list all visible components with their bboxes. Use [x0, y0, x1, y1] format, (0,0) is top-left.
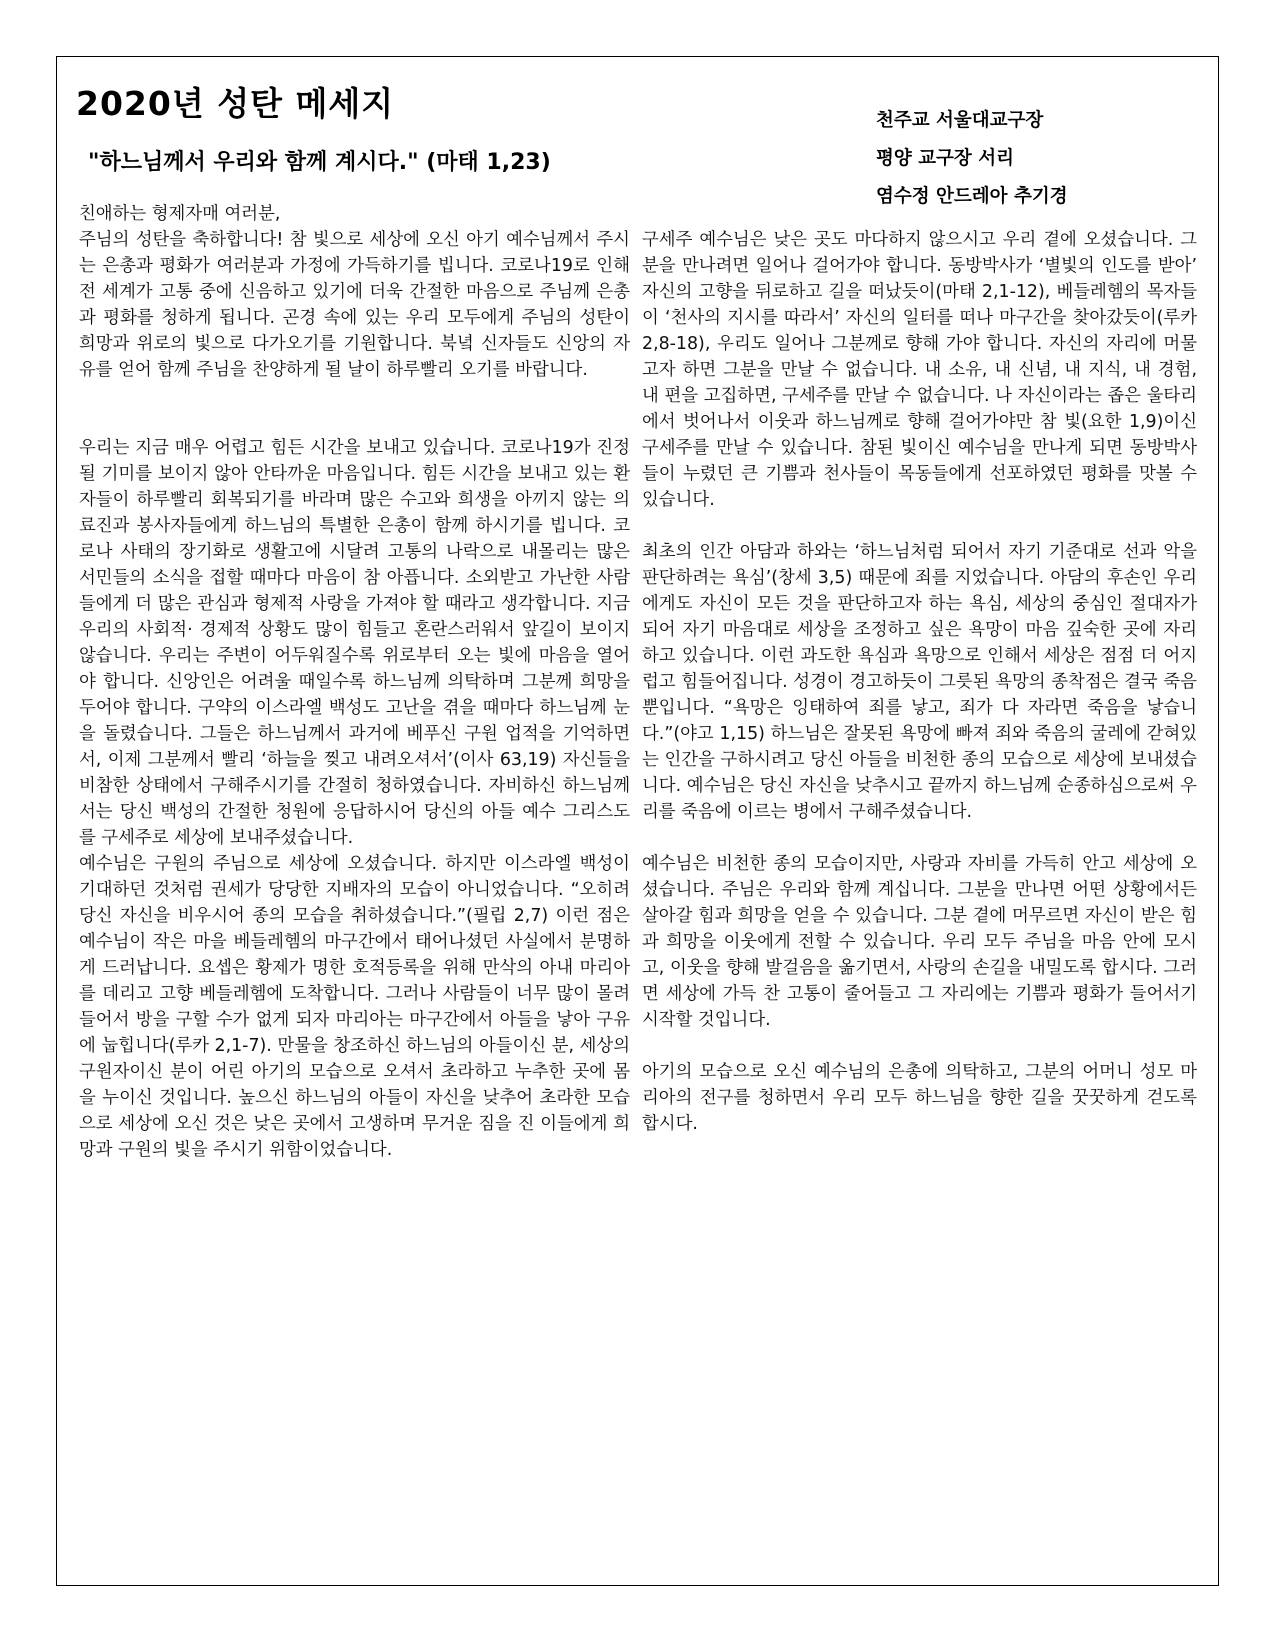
paragraph: 아기의 모습으로 오신 예수님의 은총에 의탁하고, 그분의 어머니 성모 마리아의 전구를 청하면서 우리 모두 하느님을 향한 길을 꿋꿋하게 걷도록 합시다.	[642, 1062, 1197, 1134]
paragraph-gap	[79, 409, 630, 435]
paragraph: 최초의 인간 아담과 하와는 ‘하느님처럼 되어서 자기 기준대로 선과 악을 판단하려는 욕심’(창세 3,5) 때문에 죄를 지었습니다. 아담의 후손인 우리에게도 자신이 모든 것을 판단하고자 하는 욕심, 세상의 중심인 절대자가 되어 자기 마음대로 세상을 조정하고 싶은 욕망이 마음 깊숙한 곳에 자리하고 있습니다. 이런 과도한 욕심과 욕망으로 인해서 세상은 점점 더 어지럽고 힘들어집니다. 성경이 경고하듯이 그릇된 욕망의 종착점은 결국 죽음뿐입니다. “욕망은 잉태하여 죄를 낳고, 죄가 다 자라면 죽음을 낳습니다.”(야고 1,15) 하느님은 잘못된 욕망에 빠져 죄와 죽음의 굴레에 갇혀있는 인간을 구하시려고 당신 아들을 비천한 종의 모습으로 세상에 보내셨습니다. 예수님은 당신 자신을 낮추시고 끝까지 하느님께 순종하심으로써 우리를 죽음에 이르는 병에서 구해주셨습니다.	[642, 542, 1197, 822]
sender-line-1: 천주교 서울대교구장	[876, 110, 1044, 131]
right-column	[642, 227, 1197, 1137]
paragraph-gap	[642, 1033, 1197, 1059]
sender-line-3: 염수정 안드레아 추기경	[876, 186, 1068, 207]
paragraph-gap	[79, 383, 630, 409]
left-column	[79, 201, 630, 1163]
paragraph: 구세주 예수님은 낮은 곳도 마다하지 않으시고 우리 곁에 오셨습니다. 그분을 만나려면 일어나 걸어가야 합니다. 동방박사가 ‘별빛의 인도를 받아’ 자신의 고향을 뒤로하고 길을 떠났듯이(마태 2,1-12), 베들레헴의 목자들이 ‘천사의 지시를 따라서’ 자신의 일터를 떠나 마구간을 찾아갔듯이(루카 2,8-18), 우리도 일어나 그분께로 향해 가야 합니다. 자신의 자리에 머물고자 하면 그분을 만날 수 없습니다. 내 소유, 내 신념, 내 지식, 내 경험, 내 편을 고집하면, 구세주를 만날 수 없습니다. 나 자신이라는 좁은 울타리에서 벗어나서 이웃과 하느님께로 향해 걸어가야만 참 빛(요한 1,9)이신 구세주를 만날 수 있습니다. 참된 빛이신 예수님을 만나게 되면 동방박사들이 누렸던 큰 기쁨과 천사들이 목동들에게 선포하였던 평화를 맛볼 수 있습니다.	[642, 230, 1197, 510]
paragraph: 예수님은 비천한 종의 모습이지만, 사랑과 자비를 가득히 안고 세상에 오셨습니다. 주님은 우리와 함께 계십니다. 그분을 만나면 어떤 상황에서든 살아갈 힘과 희망을 얻을 수 있습니다. 그분 곁에 머무르면 자신이 받은 힘과 희망을 이웃에게 전할 수 있습니다. 우리 모두 주님을 마음 안에 모시고, 이웃을 향해 발걸음을 옮기면서, 사랑의 손길을 내밀도록 합시다. 그러면 세상에 가득 찬 고통이 줄어들고 그 자리에는 기쁨과 평화가 들어서기 시작할 것입니다.	[642, 854, 1197, 1030]
sender-block	[876, 102, 1068, 216]
paragraph: 주님의 성탄을 축하합니다! 참 빛으로 세상에 오신 아기 예수님께서 주시는 은총과 평화가 여러분과 가정에 가득하기를 빕니다. 코로나19로 인해 전 세계가 고통 중에 신음하고 있기에 더욱 간절한 마음으로 주님께 은총과 평화를 청하게 됩니다. 곤경 속에 있는 우리 모두에게 주님의 성탄이 희망과 위로의 빛으로 다가오기를 기원합니다. 북녘 신자들도 신앙의 자유를 얻어 함께 주님을 찬양하게 될 날이 하루빨리 오기를 바랍니다.	[79, 230, 630, 380]
paragraph: 우리는 지금 매우 어렵고 힘든 시간을 보내고 있습니다. 코로나19가 진정될 기미를 보이지 않아 안타까운 마음입니다. 힘든 시간을 보내고 있는 환자들이 하루빨리 회복되기를 바라며 많은 수고와 희생을 아끼지 않는 의료진과 봉사자들에게 하느님의 특별한 은총이 함께 하시기를 빕니다. 코로나 사태의 장기화로 생활고에 시달려 고통의 나락으로 내몰리는 많은 서민들의 소식을 접할 때마다 마음이 참 아픕니다. 소외받고 가난한 사람들에게 더 많은 관심과 형제적 사랑을 가져야 할 때라고 생각합니다. 지금 우리의 사회적· 경제적 상황도 많이 힘들고 혼란스러워서 앞길이 보이지 않습니다. 우리는 주변이 어두워질수록 위로부터 오는 빛에 마음을 열어야 합니다. 신앙인은 어려울 때일수록 하느님께 의탁하며 그분께 희망을 두어야 합니다. 구약의 이스라엘 백성도 고난을 겪을 때마다 하느님께 눈을 돌렸습니다. 그들은 하느님께서 과거에 베푸신 구원 업적을 기억하면서, 이제 그분께서 빨리 ‘하늘을 찢고 내려오셔서’(이사 63,19) 자신들을 비참한 상태에서 구해주시기를 간절히 청하였습니다. 자비하신 하느님께서는 당신 백성의 간절한 청원에 응답하시어 당신의 아들 예수 그리스도를 구세주로 세상에 보내주셨습니다.	[79, 438, 630, 848]
greeting: 친애하는 형제자매 여러분,	[79, 204, 281, 224]
paragraph-gap	[642, 825, 1197, 851]
paragraph-gap	[642, 513, 1197, 539]
sender-line-2: 평양 교구장 서리	[876, 148, 1014, 169]
page-title: 2020년 성탄 메세지	[76, 84, 395, 123]
scripture-subtitle: "하느님께서 우리와 함께 계시다." (마태 1,23)	[88, 150, 551, 175]
paragraph: 예수님은 구원의 주님으로 세상에 오셨습니다. 하지만 이스라엘 백성이 기대하던 것처럼 권세가 당당한 지배자의 모습이 아니었습니다. “오히려 당신 자신을 비우시어 종의 모습을 취하셨습니다.”(필립 2,7) 이런 점은 예수님이 작은 마을 베들레헴의 마구간에서 태어나셨던 사실에서 분명하게 드러납니다. 요셉은 황제가 명한 호적등록을 위해 만삭의 아내 마리아를 데리고 고향 베들레헴에 도착합니다. 그러나 사람들이 너무 많이 몰려들어서 방을 구할 수가 없게 되자 마리아는 마구간에서 아들을 낳아 구유에 눕힙니다(루카 2,1-7). 만물을 창조하신 하느님의 아들이신 분, 세상의 구원자이신 분이 어린 아기의 모습으로 오셔서 초라하고 누추한 곳에 몸을 누이신 것입니다. 높으신 하느님의 아들이 자신을 낮추어 초라한 모습으로 세상에 오신 것은 낮은 곳에서 고생하며 무거운 짐을 진 이들에게 희망과 구원의 빛을 주시기 위함이었습니다.	[79, 854, 630, 1160]
